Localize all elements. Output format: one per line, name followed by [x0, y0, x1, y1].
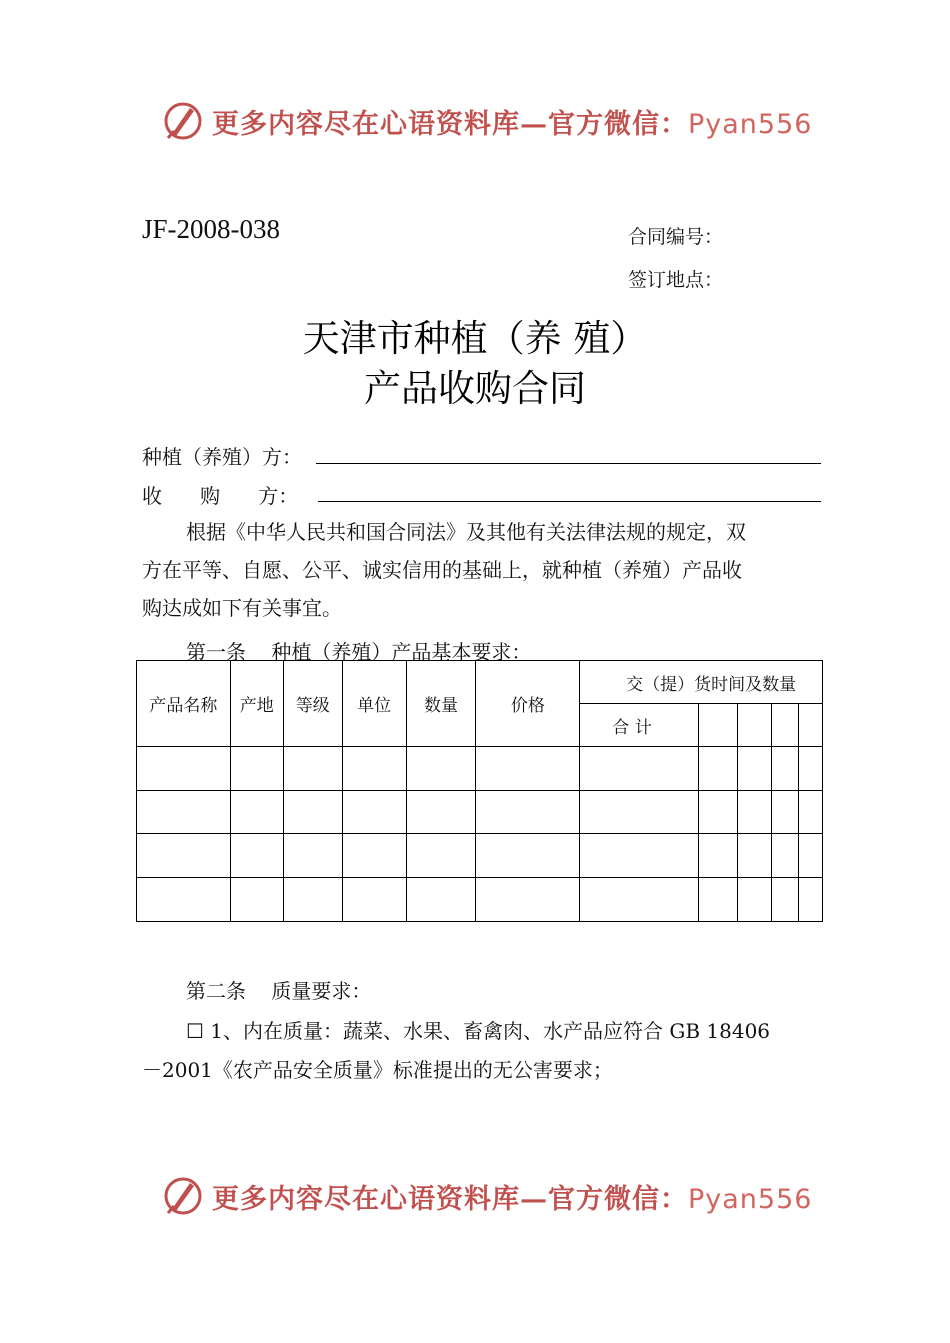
- party-buyer-label: 收 购 方：: [142, 484, 299, 508]
- table-cell: [738, 747, 772, 791]
- title-line-1: 天津市种植（养 殖）: [302, 317, 648, 360]
- header-unit: 单位: [342, 661, 406, 747]
- table-row: [137, 791, 823, 834]
- party-buyer-underline: [318, 501, 821, 502]
- intro-line-2: 方在平等、自愿、公平、诚实信用的基础上，就种植（养殖）产品收: [142, 558, 742, 582]
- table-cell: [798, 791, 822, 834]
- table-cell: [283, 878, 342, 922]
- table-cell: [580, 747, 699, 791]
- banner-text: 更多内容尽在心语资料库—官方微信：: [212, 1183, 688, 1215]
- party-grower-underline: [316, 463, 821, 464]
- table-cell: [137, 834, 231, 878]
- table-cell: [406, 878, 476, 922]
- title-line-2: 产品收购合同: [364, 367, 586, 410]
- table-cell: [699, 791, 738, 834]
- table-cell: [342, 791, 406, 834]
- table-cell: [230, 878, 283, 922]
- header-delivery-time-quantity: 交（提）货时间及数量: [580, 661, 823, 704]
- table-cell: [772, 878, 799, 922]
- product-requirements-table: [136, 660, 823, 922]
- table-cell: [772, 704, 799, 747]
- table-cell: [738, 834, 772, 878]
- table-cell: [772, 791, 799, 834]
- article-1-heading: 第一条 种植（养殖）产品基本要求：: [186, 640, 532, 664]
- table-cell: [580, 834, 699, 878]
- table-cell: [137, 747, 231, 791]
- document-code: JF-2008-038: [142, 214, 281, 244]
- table-cell: [476, 834, 580, 878]
- pen-logo-icon: [160, 98, 206, 144]
- pen-logo-icon: [160, 1173, 206, 1219]
- intro-paragraph: [142, 513, 824, 627]
- party-grower-label: 种植（养殖）方：: [142, 445, 302, 469]
- table-cell: [798, 834, 822, 878]
- table-cell: [772, 747, 799, 791]
- table-cell: [230, 834, 283, 878]
- table-cell: [699, 878, 738, 922]
- table-cell: [580, 791, 699, 834]
- table-cell: [406, 747, 476, 791]
- table-cell: [699, 747, 738, 791]
- table-row: [137, 834, 823, 878]
- table-cell: [798, 704, 822, 747]
- table-cell: [798, 747, 822, 791]
- table-cell: [798, 878, 822, 922]
- table-cell: [476, 747, 580, 791]
- table-cell: [580, 878, 699, 922]
- intro-line-1: 根据《中华人民共和国合同法》及其他有关法律法规的规定，双: [186, 520, 746, 544]
- header-grade: 等级: [283, 661, 342, 747]
- quality-item-1-line-a: ☐ 1、内在质量：蔬菜、水果、畜禽肉、水产品应符合 GB 18406: [186, 1019, 771, 1043]
- banner-handle: Pyan556: [688, 1183, 813, 1215]
- watermark-banner-bottom: [160, 1171, 812, 1221]
- table-cell: [476, 878, 580, 922]
- table-cell: [476, 791, 580, 834]
- table-cell: [342, 834, 406, 878]
- table-cell: [699, 704, 738, 747]
- header-origin: 产地: [230, 661, 283, 747]
- sign-place-label: 签订地点：: [628, 269, 724, 291]
- table-cell: [283, 747, 342, 791]
- table-header-row: [137, 661, 823, 704]
- table-cell: [738, 791, 772, 834]
- table-cell: [137, 791, 231, 834]
- table-cell: [342, 878, 406, 922]
- header-quantity: 数量: [406, 661, 476, 747]
- table-cell: [738, 704, 772, 747]
- header-product-name: 产品名称: [137, 661, 231, 747]
- table-cell: [230, 791, 283, 834]
- table-cell: [137, 878, 231, 922]
- header-price: 价格: [476, 661, 580, 747]
- article-2-heading: 第二条 质量要求：: [186, 979, 372, 1003]
- table-row: [137, 747, 823, 791]
- table-cell: [738, 878, 772, 922]
- table-cell: [772, 834, 799, 878]
- banner-text: 更多内容尽在心语资料库—官方微信：: [212, 108, 688, 140]
- table-cell: [406, 791, 476, 834]
- table-cell: [230, 747, 283, 791]
- table-cell: [699, 834, 738, 878]
- table-cell: [406, 834, 476, 878]
- banner-handle: Pyan556: [688, 108, 813, 140]
- table-cell: [342, 747, 406, 791]
- quality-item-1-line-b: －2001《农产品安全质量》标准提出的无公害要求；: [142, 1058, 613, 1082]
- header-total: 合 计: [580, 704, 699, 747]
- table-cell: [283, 834, 342, 878]
- table-row: [137, 878, 823, 922]
- table-cell: [283, 791, 342, 834]
- contract-number-label: 合同编号：: [628, 226, 724, 248]
- watermark-banner-top: [160, 96, 812, 146]
- intro-line-3: 购达成如下有关事宜。: [142, 596, 342, 620]
